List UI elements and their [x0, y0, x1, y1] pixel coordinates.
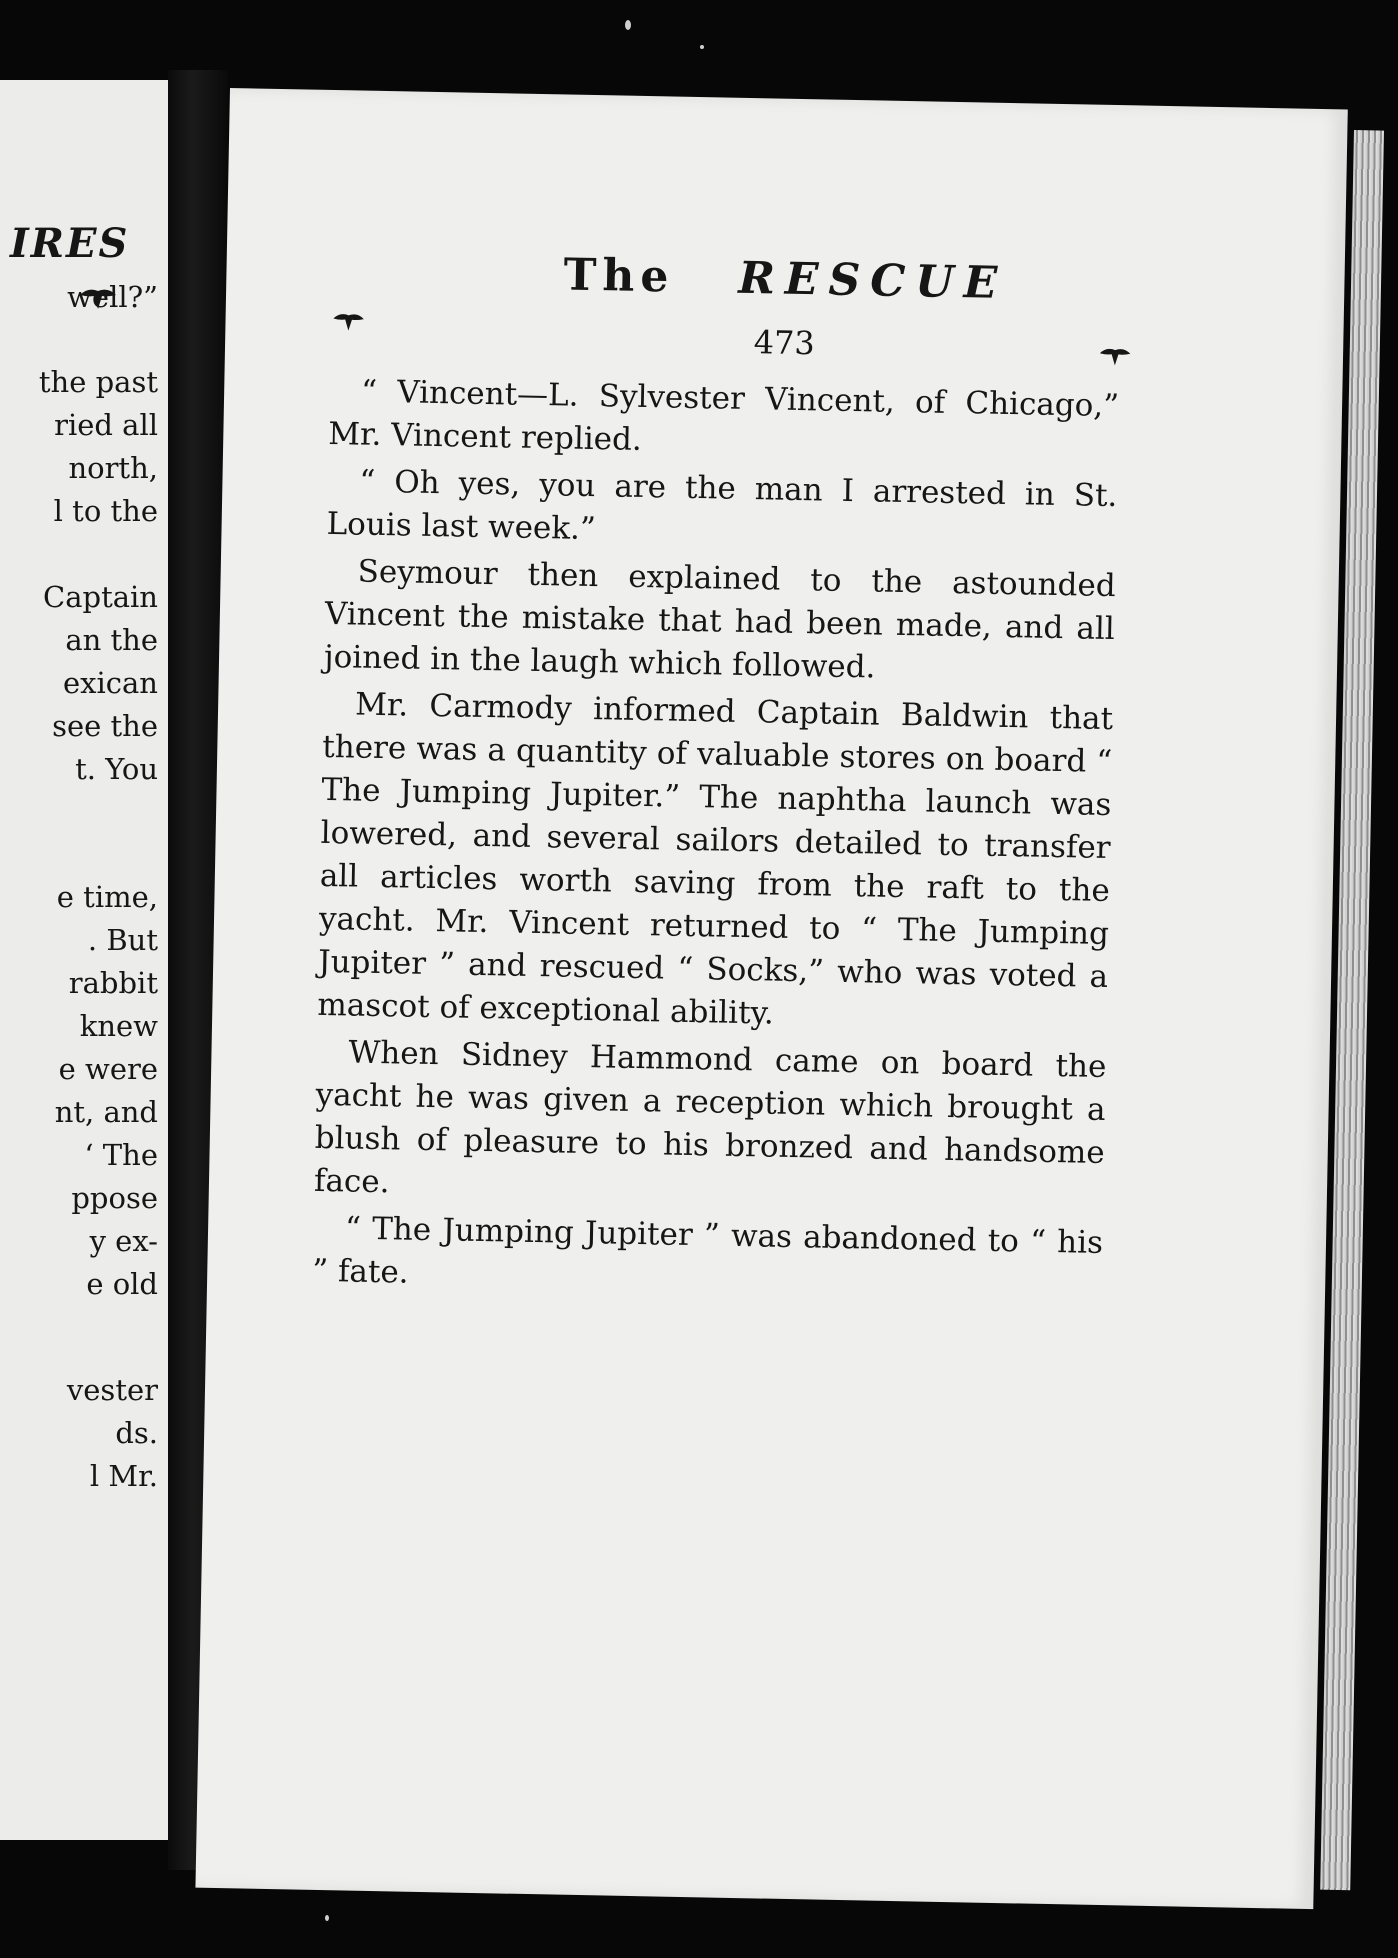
paragraph: “ Vincent—L. Sylvester Vincent, of Chicago,” Mr. Vincent replied. [328, 373, 1120, 458]
dust-speck [625, 20, 631, 30]
paragraph: Seymour then explained to the astounded Vincent the mistake that had been made, and all joined in the laugh which followed. [323, 553, 1116, 686]
left-running-head: IRES [10, 220, 130, 267]
left-page-line: l to the [53, 494, 158, 528]
dust-speck [700, 45, 704, 49]
left-page-line: knew [79, 1009, 158, 1043]
left-page [0, 80, 174, 1840]
paragraph: Mr. Carmody informed Captain Baldwin that there was a quantity of valuable stores on board “ The Jumping Jupiter.” The naphtha launch was lowered, and several sailors detailed to transfer all articles worth saving from the raft to the yacht. Mr. Vincent returned to “ The Jumping Jupiter ” and rescued “ Socks,” who was voted a mascot of exceptional ability. [317, 686, 1114, 1032]
left-page-line: well?” [67, 280, 158, 314]
left-page-line: the past [38, 365, 158, 399]
left-page-line: vester [66, 1373, 158, 1407]
left-page-line: north, [68, 451, 158, 485]
left-page-line: e old [86, 1267, 158, 1301]
left-page-line: t. You [75, 752, 158, 786]
left-page-line: ‘ The [84, 1138, 158, 1172]
left-page-line: an the [65, 623, 158, 657]
left-page-line: ppose [71, 1181, 158, 1215]
page-title [226, 243, 1345, 315]
paragraph: When Sidney Hammond came on board the yacht he was given a reception which brought a blush of pleasure to his bronzed and handsome face. [313, 1034, 1107, 1201]
left-page-line: rabbit [68, 966, 158, 1000]
left-page-line: exican [62, 666, 158, 700]
page-number: 473 [753, 323, 816, 363]
ornament-icon [1097, 345, 1133, 368]
left-page-line: . But [87, 923, 158, 957]
paragraph: “ Oh yes, you are the man I arrested in St. Louis last week.” [326, 463, 1118, 548]
left-page-line: ds. [115, 1416, 158, 1450]
body-text [312, 370, 1120, 1312]
right-page [195, 88, 1347, 1909]
title-word-rescue: RESCUE [737, 252, 1008, 309]
left-page-line: l Mr. [89, 1459, 158, 1493]
left-page-line: nt, and [54, 1095, 158, 1129]
paragraph: “ The Jumping Jupiter ” was abandoned to “ his ” fate. [311, 1210, 1104, 1291]
left-page-line: Captain [43, 580, 158, 614]
left-page-line: y ex- [89, 1224, 158, 1258]
title-word-the: The [563, 249, 675, 303]
left-page-line: ried all [54, 408, 158, 442]
left-page-line: see the [52, 709, 158, 743]
left-page-line: e time, [56, 880, 158, 914]
left-page-line: e were [58, 1052, 158, 1086]
dust-speck [325, 1915, 329, 1921]
